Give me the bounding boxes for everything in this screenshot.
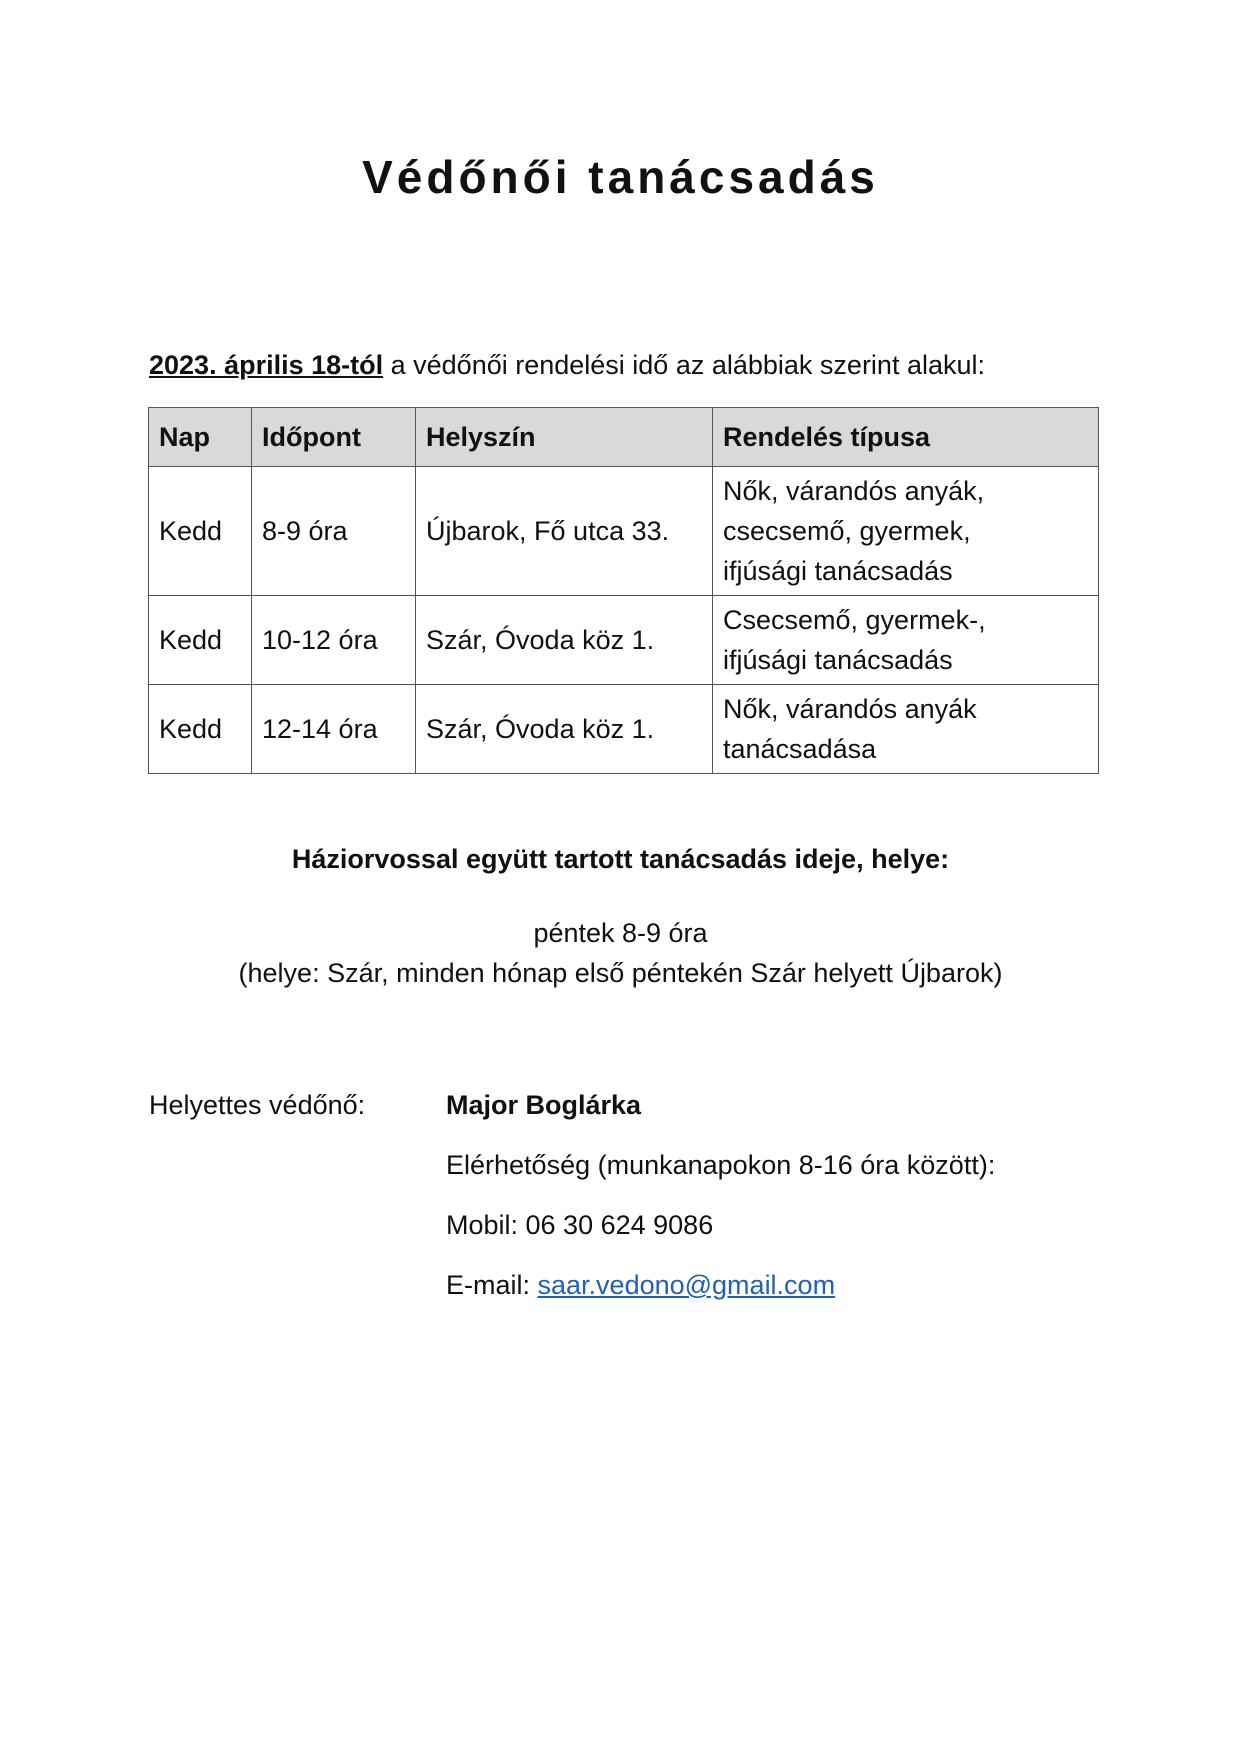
cell-type: Nők, várandós anyák tanácsadása: [713, 685, 1099, 774]
cell-location: Újbarok, Fő utca 33.: [416, 467, 713, 596]
cell-type: Nők, várandós anyák, csecsemő, gyermek, ifjúsági tanácsadás: [713, 467, 1099, 596]
email-link[interactable]: saar.vedono@gmail.com: [537, 1270, 836, 1300]
substitute-label: Helyettes védőnő:: [149, 1090, 366, 1120]
gp-time: péntek 8-9 óra: [533, 918, 708, 948]
availability-text: Elérhetőség (munkanapokon 8-16 óra között):: [446, 1150, 996, 1180]
gp-place: (helye: Szár, minden hónap első péntekén Szár helyett Újbarok): [238, 958, 1003, 988]
substitute-name: Major Boglárka: [446, 1090, 642, 1120]
header-helyszin: Helyszín: [416, 408, 713, 467]
cell-time: 8-9 óra: [252, 467, 416, 596]
header-rendeles-tipusa: Rendelés típusa: [713, 408, 1099, 467]
cell-location: Szár, Óvoda köz 1.: [416, 685, 713, 774]
header-nap: Nap: [149, 408, 252, 467]
table-row: [149, 685, 1099, 774]
mobile-number: Mobil: 06 30 624 9086: [446, 1210, 714, 1240]
gp-section-heading: Háziorvossal együtt tartott tanácsadás ideje, helye:: [291, 844, 950, 874]
cell-type: Csecsemő, gyermek-, ifjúsági tanácsadás: [713, 596, 1099, 685]
cell-location: Szár, Óvoda köz 1.: [416, 596, 713, 685]
header-idopont: Időpont: [252, 408, 416, 467]
cell-day: Kedd: [149, 467, 252, 596]
cell-day: Kedd: [149, 596, 252, 685]
cell-day: Kedd: [149, 685, 252, 774]
table-row: [149, 596, 1099, 685]
intro-paragraph: [149, 350, 985, 381]
cell-time: 10-12 óra: [252, 596, 416, 685]
intro-text: a védőnői rendelési idő az alábbiak szerint alakul:: [383, 350, 985, 380]
email-line: [446, 1270, 835, 1301]
cell-time: 12-14 óra: [252, 685, 416, 774]
table-header-row: [149, 408, 1099, 467]
email-label: E-mail:: [446, 1270, 538, 1300]
page-title: Védőnői tanácsadás: [362, 151, 879, 203]
schedule-table: [148, 407, 1099, 774]
start-date: 2023. április 18-tól: [149, 350, 384, 380]
table-row: [149, 467, 1099, 596]
